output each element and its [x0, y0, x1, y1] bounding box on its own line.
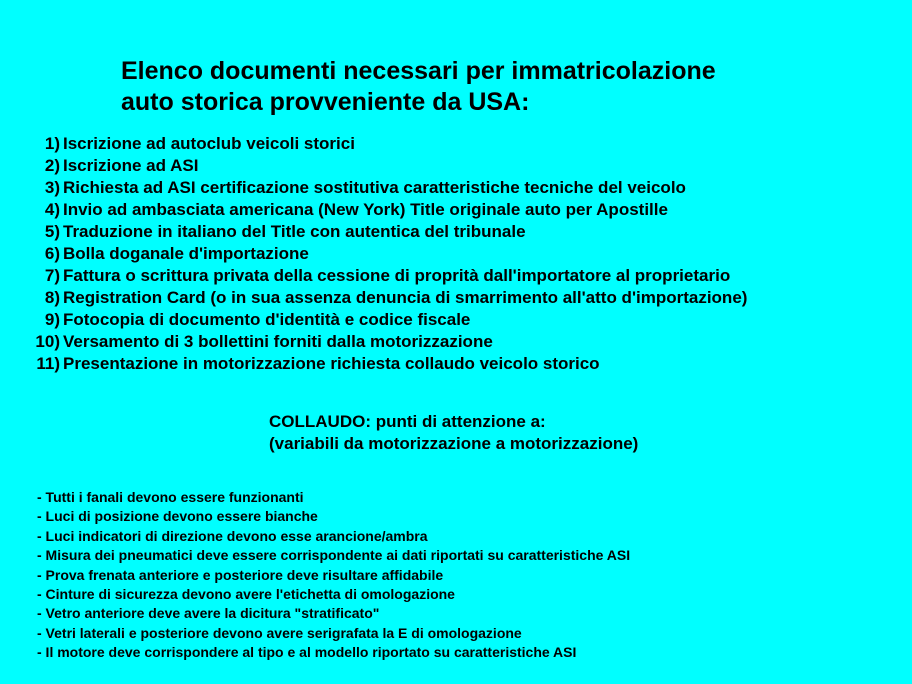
page-title — [121, 56, 716, 118]
checks-list — [37, 488, 630, 663]
item-text: Iscrizione ad autoclub veicoli storici — [63, 134, 355, 153]
check-item: - Prova frenata anteriore e posteriore deve risultare affidabile — [37, 566, 444, 583]
check-item: - Cinture di sicurezza devono avere l'etichetta di omologazione — [37, 585, 455, 602]
item-number: 5) — [44, 222, 60, 241]
item-number: 2) — [44, 156, 60, 175]
collaudo-heading — [269, 411, 638, 455]
check-item: - Vetro anteriore deve avere la dicitura "stratificato" — [37, 605, 380, 622]
item-text: Iscrizione ad ASI — [63, 156, 199, 175]
item-number: 3) — [44, 178, 60, 197]
item-text: Versamento di 3 bollettini forniti dalla motorizzazione — [63, 332, 493, 351]
item-text: Presentazione in motorizzazione richiesta collaudo veicolo storico — [63, 354, 600, 373]
check-item: - Il motore deve corrispondere al tipo e al modello riportato su caratteristiche ASI — [37, 644, 577, 661]
item-number: 7) — [44, 266, 60, 285]
item-text: Richiesta ad ASI certificazione sostitutiva caratteristiche tecniche del veicolo — [63, 178, 686, 197]
item-text: Fattura o scrittura privata della cessione di proprità dall'importatore al proprietario — [63, 266, 731, 285]
item-number: 10) — [35, 332, 60, 351]
check-item: - Misura dei pneumatici deve essere corrispondente ai dati riportati su caratteristiche ASI — [37, 547, 631, 564]
item-number: 11) — [36, 354, 60, 373]
check-item: - Tutti i fanali devono essere funzionanti — [37, 489, 304, 505]
item-number: 1) — [44, 134, 60, 153]
collaudo-line-2: (variabili da motorizzazione a motorizzazione) — [269, 434, 639, 453]
item-text: Traduzione in italiano del Title con autentica del tribunale — [63, 222, 526, 241]
item-text: Invio ad ambasciata americana (New York) Title originale auto per Apostille — [63, 200, 668, 219]
check-item: - Luci indicatori di direzione devono esse arancione/ambra — [37, 527, 428, 544]
item-number: 8) — [44, 288, 60, 307]
title-line-1: Elenco documenti necessari per immatricolazione — [121, 57, 716, 85]
item-number: 6) — [44, 244, 60, 263]
item-number: 9) — [44, 310, 60, 329]
item-number: 4) — [44, 200, 60, 219]
title-line-2: auto storica provveniente da USA: — [121, 88, 530, 116]
collaudo-line-1: COLLAUDO: punti di attenzione a: — [269, 412, 546, 431]
item-text: Bolla doganale d'importazione — [63, 244, 309, 263]
check-item: - Luci di posizione devono essere bianche — [37, 508, 318, 525]
item-text: Fotocopia di documento d'identità e codice fiscale — [63, 310, 471, 329]
item-text: Registration Card (o in sua assenza denuncia di smarrimento all'atto d'importazione) — [63, 288, 748, 307]
check-item: - Vetri laterali e posteriore devono avere serigrafata la E di omologazione — [37, 624, 522, 641]
